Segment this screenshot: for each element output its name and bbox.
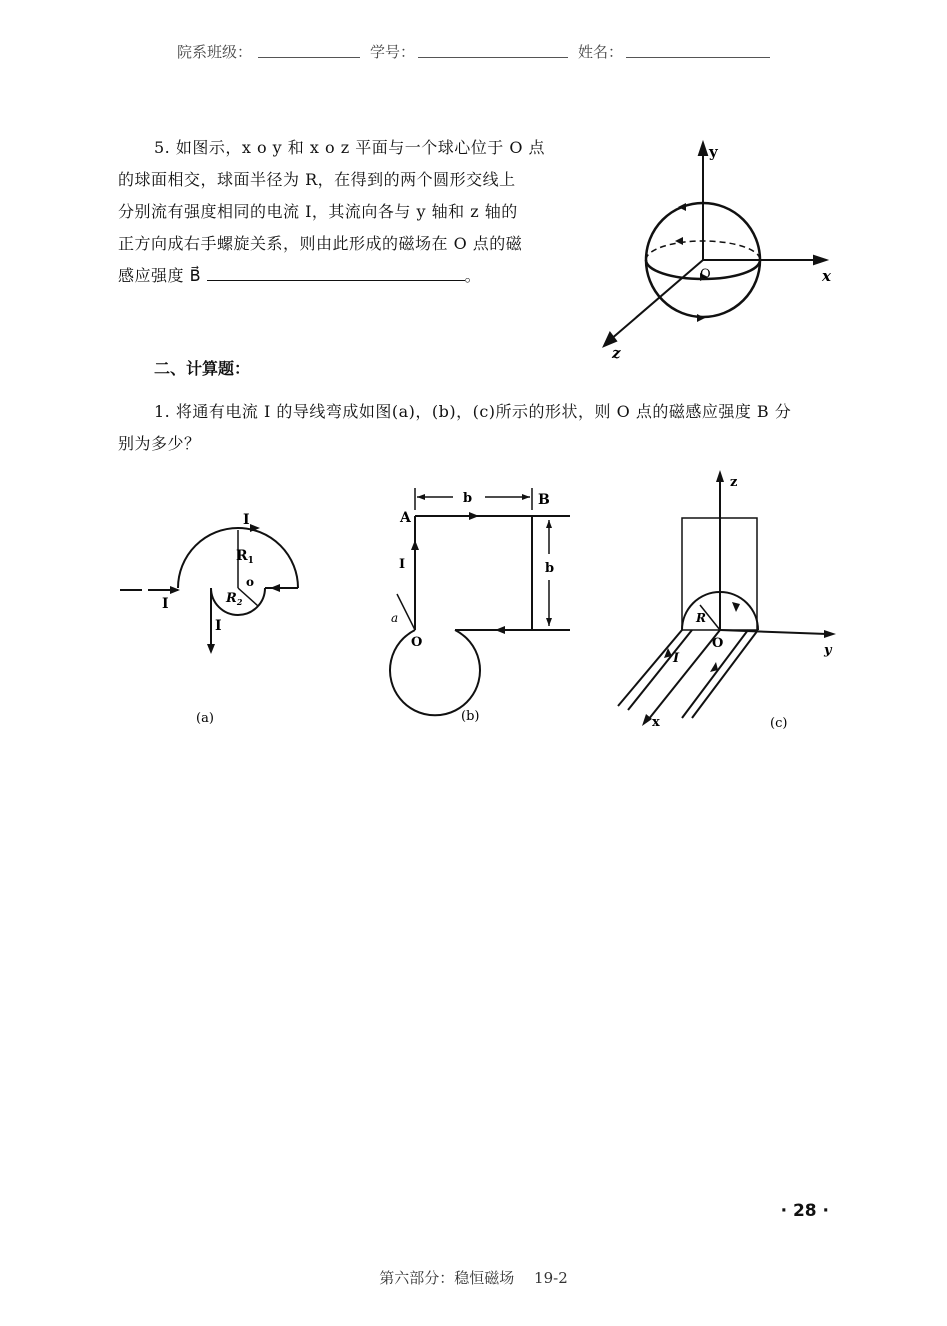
b-arrow-up: [411, 540, 419, 550]
a-label-o: o: [246, 575, 255, 589]
question-5-line-2: 的球面相交，球面半径为 R，在得到的两个圆形交线上: [118, 170, 516, 189]
b-dim-arrow-right: [522, 494, 530, 500]
b-caption: (b): [461, 709, 480, 724]
b-label-i: I: [399, 557, 406, 572]
label-y: y: [709, 143, 718, 161]
label-z: z: [612, 344, 621, 362]
class-blank[interactable]: [258, 57, 360, 58]
a-label-i-top: I: [243, 512, 250, 528]
c-caption: (c): [770, 716, 788, 731]
c-x-axis: [648, 630, 720, 720]
b-dim-arrow-up: [546, 520, 552, 528]
c-label-i: I: [673, 651, 680, 666]
current-arrow-4: [697, 314, 705, 322]
b-dim-arrow-left: [417, 494, 425, 500]
b-radius: [397, 594, 415, 630]
b-label-b-horizontal: b: [463, 491, 473, 506]
current-arrow-1: [678, 203, 686, 211]
b-label-a-radius: a: [391, 611, 399, 625]
b-label-a: A: [400, 510, 411, 526]
a-label-i-bottom: I: [215, 618, 222, 634]
c-label-x: x: [652, 715, 660, 730]
calc-question-1: [118, 396, 838, 460]
c-y-arrow: [824, 630, 836, 638]
b-arc: [390, 630, 480, 715]
b-arrow-bottom: [495, 626, 505, 634]
c-arc-arrow: [732, 602, 740, 612]
question-5-line-3: 分别流有强度相同的电流 I，其流向各与 y 轴和 z 轴的: [118, 202, 518, 221]
calc-question-1-line-2: 别为多少？: [118, 434, 201, 453]
name-label: 姓名：: [578, 43, 624, 61]
name-blank[interactable]: [626, 57, 770, 58]
a-label-i-left: I: [162, 596, 169, 612]
question-5-line-5: [118, 260, 558, 292]
b-dim-arrow-down: [546, 618, 552, 626]
student-id-blank[interactable]: [418, 57, 568, 58]
c-label-o: O: [712, 636, 724, 651]
footer: 第六部分：稳恒磁场 19-2: [379, 1269, 568, 1287]
figure-c: [612, 462, 842, 742]
b-label-b-point: B: [538, 492, 550, 508]
c-label-r: R: [696, 611, 706, 625]
section-title: 二、计算题：: [154, 359, 251, 378]
page-number: · 28 ·: [780, 1201, 829, 1221]
c-label-z: z: [730, 475, 738, 490]
c-wire-2: [628, 630, 692, 710]
calc-question-1-line-1: 1. 将通有电流 I 的导线弯成如图(a)，(b)，(c)所示的形状，则 O 点的磁感应强度 B 分: [154, 402, 792, 421]
a-arrow-radial: [270, 584, 280, 592]
current-arrow-2: [675, 237, 683, 245]
question-5-line-5-prefix: 感应强度 B⃗: [118, 266, 202, 285]
question-5-line-1: 5. 如图示，x o y 和 x o z 平面与一个球心位于 O 点: [154, 138, 546, 157]
x-axis-arrow: [814, 256, 826, 264]
class-label: 院系班级：: [177, 43, 253, 61]
question-5: [118, 132, 558, 292]
answer-blank[interactable]: [207, 264, 465, 281]
figure-b: [355, 480, 585, 740]
student-id-label: 学号：: [370, 43, 416, 61]
b-arrow-top: [469, 512, 479, 520]
a-label-r2: $R_2$: [226, 591, 243, 607]
b-label-o: O: [411, 635, 423, 650]
sphere-figure: [590, 135, 840, 365]
question-5-line-4: 正方向成右手螺旋关系，则由此形成的磁场在 O 点的磁: [118, 234, 523, 253]
c-wire-4: [692, 630, 758, 718]
label-origin: O: [700, 267, 711, 282]
c-wire-1: [618, 630, 682, 706]
b-label-b-vertical: b: [545, 561, 555, 576]
y-axis-arrow: [699, 143, 707, 155]
figure-a: [110, 500, 310, 740]
a-arrow-out: [207, 644, 215, 654]
c-z-arrow: [716, 470, 724, 482]
question-5-line-5-suffix: 。: [464, 266, 482, 285]
label-x: x: [822, 267, 831, 285]
a-caption: (a): [196, 711, 214, 726]
a-label-r1: $R_1$: [236, 548, 254, 566]
c-label-y: y: [824, 643, 832, 658]
